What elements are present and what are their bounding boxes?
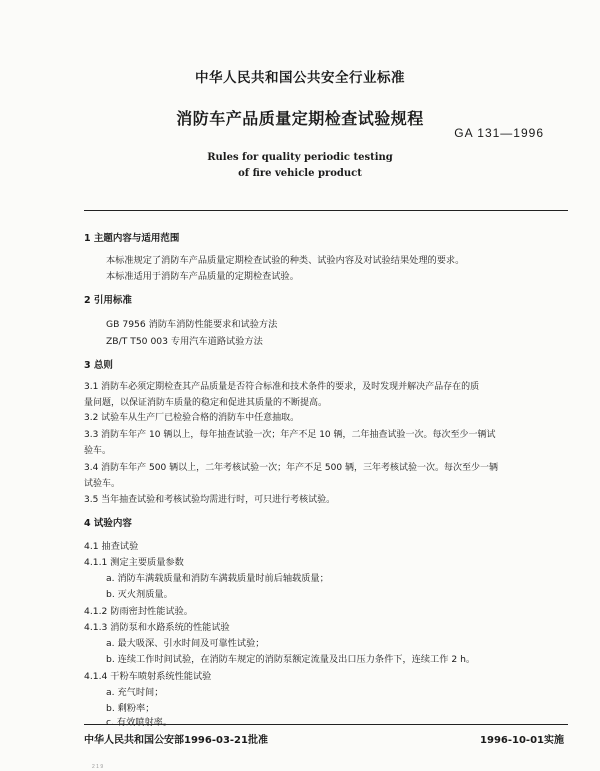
section-3-heading: 3 总则 (84, 360, 113, 371)
clause-3-1-line-1: 3.1 消防车必须定期检查其产品质量是否符合标准和技术条件的要求，及时发现并解决产品存在的质 (84, 382, 480, 392)
clause-4-1-4-b: b. 剩粉率； (106, 703, 155, 714)
clause-3-1-line-2: 量问题，以保证消防车质量的稳定和促进其质量的不断提高。 (84, 398, 328, 408)
clause-4-1-2: 4.1.2 防雨密封性能试验。 (84, 606, 193, 617)
clause-4-1-4-c: c. 有效喷射率。 (106, 717, 173, 728)
standard-title: 消防车产品质量定期检查试验规程 (176, 109, 424, 128)
clause-4-1-3-b: b. 连续工作时间试验，在消防车规定的消防泵额定流量及出口压力条件下，连续工作 2 h。 (106, 654, 476, 665)
clause-4-1-3: 4.1.3 消防泵和水路系统的性能试验 (84, 622, 230, 633)
section-1-paragraph-2: 本标准适用于消防车产品质量的定期检查试验。 (106, 271, 299, 282)
clause-3-3-line-2: 验车。 (84, 446, 112, 456)
standard-code: GA 131—1996 (454, 126, 544, 140)
clause-4-1-1-a: a. 消防车满载质量和消防车满载质量时前后轴载质量； (106, 573, 329, 584)
section-4-heading: 4 试验内容 (84, 518, 132, 529)
footer-divider (84, 724, 568, 725)
clause-4-1-4: 4.1.4 干粉车喷射系统性能试验 (84, 671, 212, 682)
reference-gb7956: GB 7956 消防车消防性能要求和试验方法 (106, 319, 278, 330)
clause-4-1: 4.1 抽查试验 (84, 541, 139, 552)
english-title-line-2: of fire vehicle product (238, 168, 362, 179)
clause-3-5: 3.5 当年抽查试验和考核试验均需进行时，可只进行考核试验。 (84, 495, 336, 505)
reference-zbt: ZB/T T50 003 专用汽车道路试验方法 (106, 336, 263, 347)
english-title-line-1: Rules for quality periodic testing (207, 152, 393, 163)
standard-family-title: 中华人民共和国公共安全行业标准 (195, 70, 405, 86)
approval-statement: 中华人民共和国公安部1996-03-21批准 (84, 735, 268, 746)
effective-date: 1996-10-01实施 (480, 735, 564, 746)
clause-4-1-4-a: a. 充气时间； (106, 687, 164, 698)
clause-3-4-line-1: 3.4 消防车年产 500 辆以上，二年考核试验一次；年产不足 500 辆，三年考核试验一次。每次至少一辆 (84, 463, 498, 473)
section-1-paragraph-1: 本标准规定了消防车产品质量定期检查试验的种类、试验内容及对试验结果处理的要求。 (106, 255, 465, 266)
page-mark: 2 1 9 (92, 764, 104, 770)
section-1-heading: 1 主题内容与适用范围 (84, 233, 180, 244)
section-2-heading: 2 引用标准 (84, 295, 132, 306)
clause-4-1-3-a: a. 最大吸深、引水时间及可靠性试验； (106, 638, 265, 649)
clause-3-3-line-1: 3.3 消防车年产 10 辆以上，每年抽查试验一次；年产不足 10 辆，二年抽查试验一次。每次至少一辆试 (84, 430, 496, 440)
header-divider (84, 210, 568, 211)
clause-3-2: 3.2 试验车从生产厂已检验合格的消防车中任意抽取。 (84, 413, 300, 423)
clause-4-1-1-b: b. 灭火剂质量。 (106, 589, 173, 600)
clause-4-1-1: 4.1.1 测定主要质量参数 (84, 557, 184, 568)
clause-3-4-line-2: 试验车。 (84, 479, 121, 489)
